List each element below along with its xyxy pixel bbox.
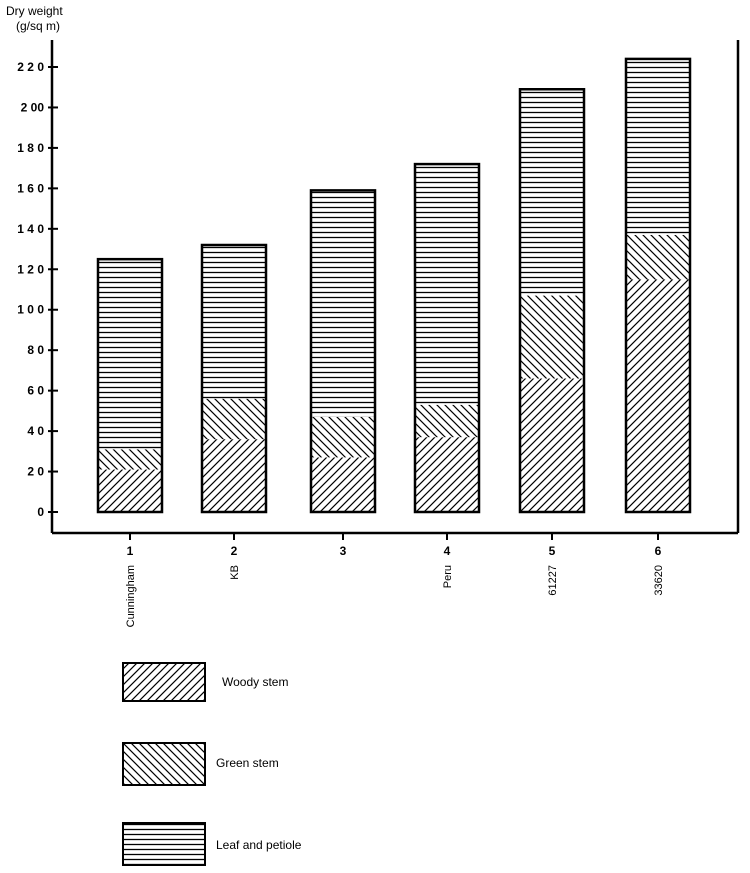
bar-2-woody (202, 439, 266, 512)
bar-5-leaf (520, 89, 584, 295)
y-tick-label-160: 1 6 0 (17, 181, 44, 196)
x-tick-label-6: 6 (654, 544, 662, 558)
y-tick-label-20: 2 0 (27, 464, 44, 479)
bar-1-woody (98, 470, 162, 512)
bar-3-woody (311, 457, 375, 512)
legend-item-green-stem (122, 742, 682, 786)
bar-6-leaf (626, 59, 690, 235)
legend-swatch-green-stem (122, 742, 206, 786)
y-tick-label-120: 1 2 0 (17, 262, 44, 277)
x-tick-label-1: 1 (126, 544, 134, 558)
y-tick-label-0: 0 (37, 505, 44, 519)
y-tick-label-200: 2 00 (20, 100, 44, 115)
bars (98, 59, 690, 512)
bar-1-leaf (98, 259, 162, 449)
bar-4-green (415, 405, 479, 437)
category-name-4: Peru (442, 565, 454, 589)
legend-swatch-woody-stem (122, 662, 206, 702)
bar-4-leaf (415, 164, 479, 405)
category-name-5: 61227 (547, 565, 559, 596)
y-tick-label-80: 8 0 (27, 343, 44, 358)
y-tick-label-100: 1 0 0 (17, 302, 44, 317)
bar-2-green (202, 399, 266, 439)
bar-4-woody (415, 437, 479, 512)
legend-swatch-leaf-and-petiole (122, 822, 206, 866)
y-tick-label-140: 1 4 0 (17, 221, 44, 236)
legend-item-woody-stem (122, 662, 682, 706)
bar-1-green (98, 449, 162, 469)
bar-5-woody (520, 379, 584, 513)
bar-2-leaf (202, 245, 266, 399)
bar-6-woody (626, 279, 690, 512)
category-name-2: KB (229, 565, 241, 580)
y-tick-label-220: 2 2 0 (17, 60, 44, 74)
y-tick-label-40: 4 0 (27, 424, 44, 439)
y-axis-label-line-2: (g/sq m) (16, 19, 61, 33)
bar-5-green (520, 296, 584, 379)
x-tick-label-4: 4 (443, 544, 451, 558)
x-tick-label-5: 5 (548, 544, 556, 558)
legend-label-leaf-and-petiole: Leaf and petiole (216, 838, 302, 852)
legend-item-leaf-and-petiole (122, 822, 682, 866)
legend-label-green-stem: Green stem (216, 756, 279, 770)
bar-6-green (626, 235, 690, 279)
category-name-6: 33620 (653, 565, 665, 596)
y-tick-label-60: 6 0 (27, 383, 44, 398)
category-name-1: Cunningham (125, 565, 137, 628)
bar-3-leaf (311, 190, 375, 417)
bar-3-green (311, 417, 375, 457)
legend-label-woody-stem: Woody stem (222, 675, 289, 689)
x-tick-label-3: 3 (339, 544, 347, 558)
y-axis-label-line-1: Dry weight (6, 4, 63, 18)
y-tick-label-180: 1 8 0 (17, 140, 44, 155)
x-tick-label-2: 2 (230, 544, 238, 558)
